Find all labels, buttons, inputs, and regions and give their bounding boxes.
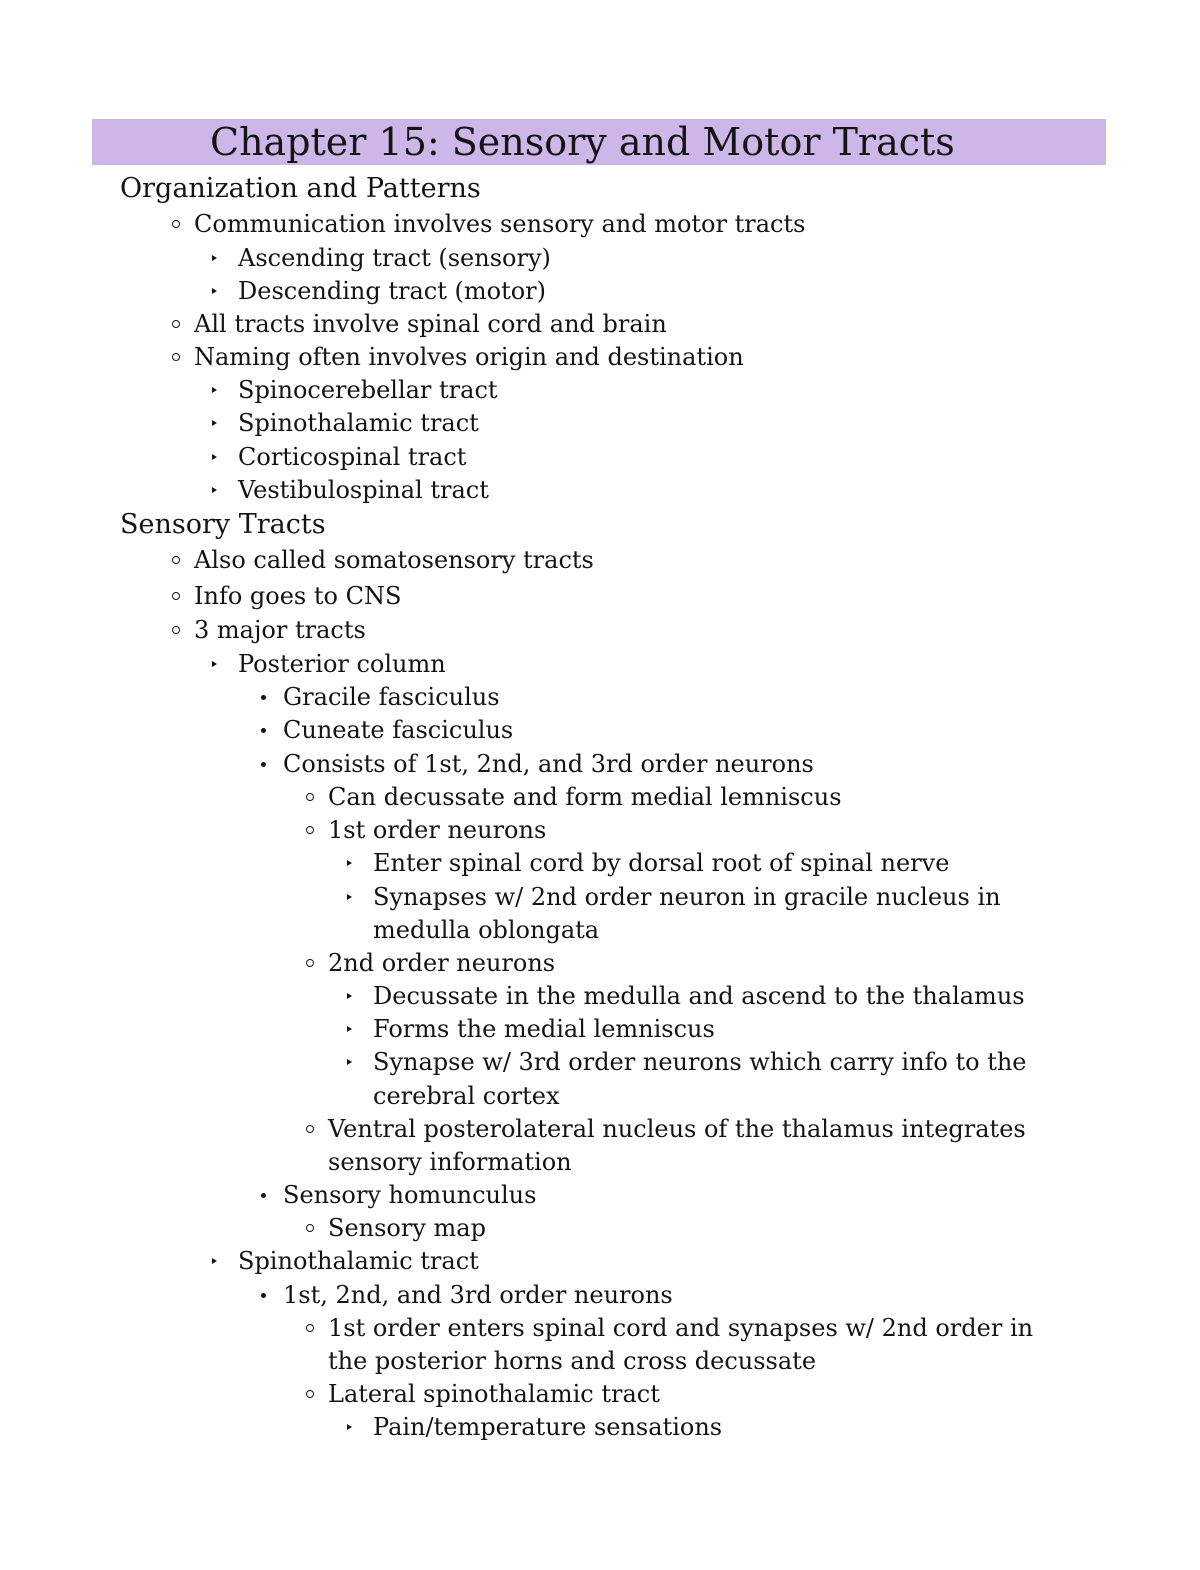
outline-item: Consists of 1st, 2nd, and 3rd order neurons bbox=[283, 750, 814, 778]
dot-bullet-icon bbox=[261, 728, 266, 733]
triangle-bullet-icon bbox=[347, 894, 352, 900]
triangle-bullet-icon bbox=[347, 993, 352, 999]
hollow-circle-bullet-icon bbox=[172, 353, 180, 361]
outline-item: Spinocerebellar tract bbox=[238, 376, 498, 404]
hollow-circle-bullet-icon bbox=[306, 1125, 314, 1133]
outline-item: 1st order neurons bbox=[328, 816, 547, 844]
page-title: Chapter 15: Sensory and Motor Tracts bbox=[210, 120, 955, 164]
hollow-circle-bullet-icon bbox=[306, 793, 314, 801]
triangle-bullet-icon bbox=[212, 661, 217, 667]
outline-item: Ascending tract (sensory) bbox=[238, 244, 551, 272]
dot-bullet-icon bbox=[261, 1193, 266, 1198]
outline-item: Ventral posterolateral nucleus of the thalamus integrates bbox=[328, 1115, 1026, 1143]
outline-item: 1st, 2nd, and 3rd order neurons bbox=[283, 1281, 673, 1309]
hollow-circle-bullet-icon bbox=[306, 959, 314, 967]
triangle-bullet-icon bbox=[347, 1026, 352, 1032]
outline-item: Also called somatosensory tracts bbox=[194, 546, 594, 574]
outline-item: Synapse w/ 3rd order neurons which carry info to the bbox=[373, 1048, 1027, 1076]
outline-item: medulla oblongata bbox=[373, 916, 600, 944]
hollow-circle-bullet-icon bbox=[172, 320, 180, 328]
outline-item: Lateral spinothalamic tract bbox=[328, 1380, 660, 1408]
outline-item: Corticospinal tract bbox=[238, 443, 467, 471]
outline-item: Can decussate and form medial lemniscus bbox=[328, 783, 842, 811]
dot-bullet-icon bbox=[261, 762, 266, 767]
triangle-bullet-icon bbox=[347, 1059, 352, 1065]
hollow-circle-bullet-icon bbox=[172, 220, 180, 228]
triangle-bullet-icon bbox=[347, 1424, 352, 1430]
outline-item: Spinothalamic tract bbox=[238, 409, 479, 437]
outline-item: Cuneate fasciculus bbox=[283, 716, 514, 744]
outline-item: Forms the medial lemniscus bbox=[373, 1015, 715, 1043]
triangle-bullet-icon bbox=[212, 1258, 217, 1264]
dot-bullet-icon bbox=[261, 1293, 266, 1298]
triangle-bullet-icon bbox=[212, 288, 217, 294]
section-heading: Organization and Patterns bbox=[120, 173, 481, 204]
triangle-bullet-icon bbox=[212, 487, 217, 493]
dot-bullet-icon bbox=[261, 695, 266, 700]
hollow-circle-bullet-icon bbox=[172, 626, 180, 634]
hollow-circle-bullet-icon bbox=[306, 826, 314, 834]
hollow-circle-bullet-icon bbox=[172, 592, 180, 600]
hollow-circle-bullet-icon bbox=[306, 1224, 314, 1232]
outline-item: Naming often involves origin and destination bbox=[194, 343, 744, 371]
outline-item: Sensory map bbox=[328, 1214, 486, 1242]
outline-item: cerebral cortex bbox=[373, 1082, 560, 1110]
triangle-bullet-icon bbox=[212, 454, 217, 460]
outline-item: Sensory homunculus bbox=[283, 1181, 537, 1209]
outline-item: All tracts involve spinal cord and brain bbox=[194, 310, 667, 338]
outline-item: Spinothalamic tract bbox=[238, 1247, 479, 1275]
section-heading: Sensory Tracts bbox=[120, 509, 326, 540]
outline-item: the posterior horns and cross decussate bbox=[328, 1347, 817, 1375]
hollow-circle-bullet-icon bbox=[306, 1324, 314, 1332]
outline-item: Posterior column bbox=[238, 650, 446, 678]
hollow-circle-bullet-icon bbox=[172, 556, 180, 564]
outline-item: Synapses w/ 2nd order neuron in gracile nucleus in bbox=[373, 883, 1001, 911]
outline-item: Gracile fasciculus bbox=[283, 683, 500, 711]
outline-item: Info goes to CNS bbox=[194, 582, 402, 610]
triangle-bullet-icon bbox=[212, 387, 217, 393]
outline-item: Decussate in the medulla and ascend to the thalamus bbox=[373, 982, 1025, 1010]
triangle-bullet-icon bbox=[347, 860, 352, 866]
outline-item: Enter spinal cord by dorsal root of spinal nerve bbox=[373, 849, 950, 877]
triangle-bullet-icon bbox=[212, 255, 217, 261]
outline-item: 3 major tracts bbox=[194, 616, 366, 644]
outline-item: 1st order enters spinal cord and synapses w/ 2nd order in bbox=[328, 1314, 1034, 1342]
outline-item: Descending tract (motor) bbox=[238, 277, 546, 305]
outline-item: sensory information bbox=[328, 1148, 572, 1176]
hollow-circle-bullet-icon bbox=[306, 1390, 314, 1398]
outline-item: Communication involves sensory and motor tracts bbox=[194, 210, 806, 238]
outline-item: Pain/temperature sensations bbox=[373, 1413, 723, 1441]
outline-item: 2nd order neurons bbox=[328, 949, 556, 977]
triangle-bullet-icon bbox=[212, 420, 217, 426]
outline-item: Vestibulospinal tract bbox=[238, 476, 489, 504]
